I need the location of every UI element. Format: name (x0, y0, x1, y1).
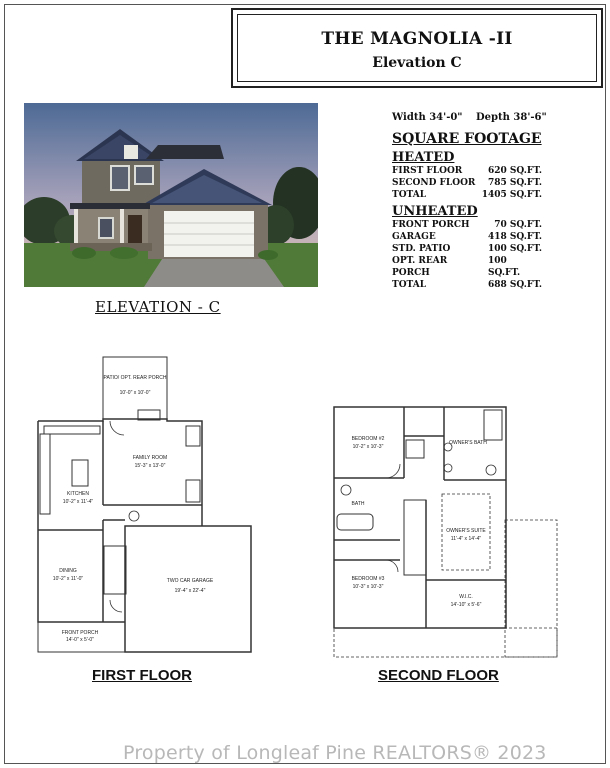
dimensions (392, 112, 562, 123)
heated-row: TOTAL 1405 SQ.FT. (392, 190, 542, 200)
ff-garage-dim: 19'-4" x 22'-4" (174, 588, 206, 594)
specs-panel (392, 112, 562, 291)
sf-bath-label: BATH (351, 501, 365, 507)
ff-porch-dim: 14'-0" x 5'-0" (66, 637, 94, 643)
sf-owners-suite-label: OWNER'S SUITE (446, 528, 486, 534)
unheated-heading: UNHEATED (392, 204, 478, 219)
unheated-row: FRONT PORCH 70 SQ.FT. (392, 220, 542, 230)
elevation-photo (24, 103, 318, 287)
sf-owners-suite-dim: 11'-4" x 14'-4" (450, 536, 482, 542)
second-floor-caption: SECOND FLOOR (378, 667, 499, 684)
ff-kitchen-dim: 10'-2" x 11'-4" (62, 499, 94, 505)
first-floor-caption: FIRST FLOOR (92, 667, 192, 684)
unheated-row: OPT. REAR PORCH 100 SQ.FT. (392, 256, 521, 278)
sf-wic-dim: 14'-10" x 5'-6" (450, 602, 482, 608)
watermark: Property of Longleaf Pine REALTORS® 2023 (123, 742, 547, 764)
square-footage-heading: SQUARE FOOTAGE (392, 131, 542, 147)
sf-bed3-label: BEDROOM #3 (351, 576, 385, 582)
ff-patio-label: PATIO/ OPT. REAR PORCH (103, 375, 167, 381)
floor-plans (0, 350, 610, 670)
ff-porch-label: FRONT PORCH (61, 630, 99, 636)
ff-dining-dim: 10'-2" x 11'-0" (52, 576, 84, 582)
depth-label: Depth 38'-6" (476, 112, 547, 123)
ff-patio-dim: 10'-0" x 10'-0" (119, 390, 151, 396)
sf-bed3-dim: 10'-3" x 10'-3" (352, 584, 384, 590)
heated-row: SECOND FLOOR 785 SQ.FT. (392, 178, 542, 188)
sf-bed2-dim: 10'-2" x 10'-3" (352, 444, 384, 450)
sf-bed2-label: BEDROOM #2 (351, 436, 385, 442)
sf-wic-label: W.I.C. (459, 594, 473, 600)
plan-title: THE MAGNOLIA -II (321, 29, 513, 49)
sf-owners-bath-label: OWNER'S BATH (449, 440, 487, 446)
ff-dining-label: DINING (59, 568, 77, 574)
unheated-row: GARAGE 418 SQ.FT. (392, 232, 542, 242)
ff-kitchen-label: KITCHEN (67, 491, 89, 497)
title-box (231, 8, 603, 88)
ff-garage-label: TWO CAR GARAGE (166, 578, 214, 584)
heated-row: FIRST FLOOR 620 SQ.FT. (392, 166, 542, 176)
width-label: Width 34'-0" (392, 112, 463, 123)
unheated-row: STD. PATIO 100 SQ.FT. (392, 244, 542, 254)
ff-family-label: FAMILY ROOM (132, 455, 168, 461)
elevation-caption: ELEVATION - C (95, 298, 221, 316)
unheated-row: TOTAL 688 SQ.FT. (392, 280, 542, 290)
elevation-subtitle: Elevation C (372, 55, 462, 71)
ff-family-dim: 15'-3" x 13'-0" (134, 463, 166, 469)
heated-heading: HEATED (392, 150, 455, 165)
